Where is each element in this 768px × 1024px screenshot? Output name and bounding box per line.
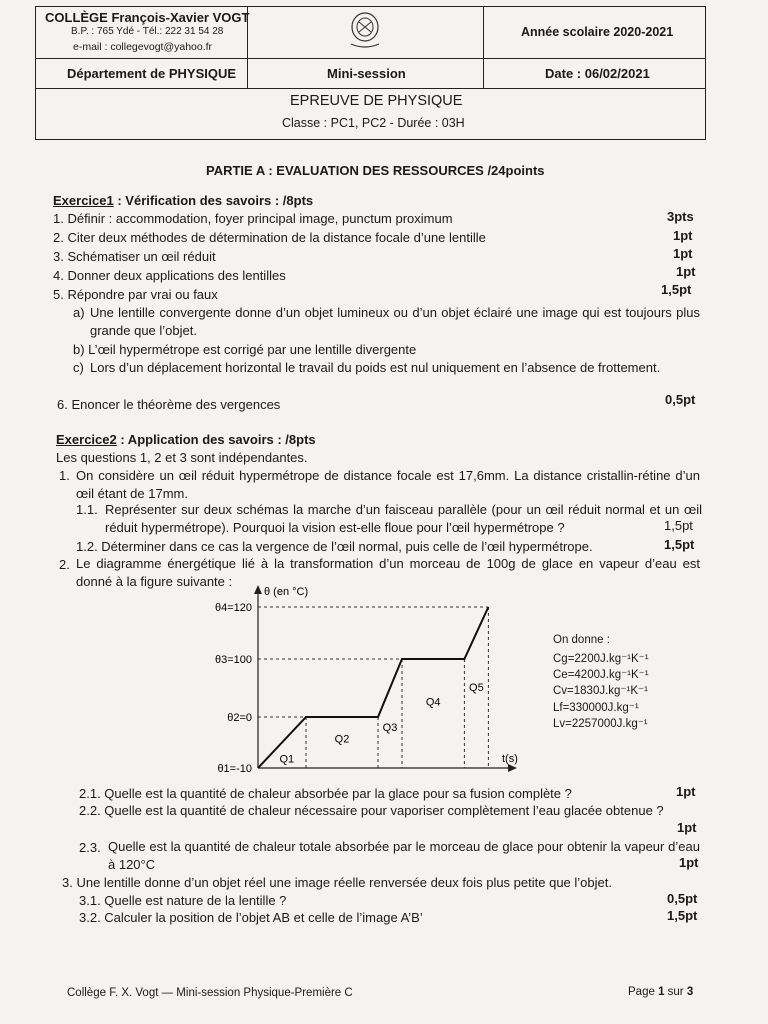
ex2-q11: Représenter sur deux schémas la marche d’un faisceau parallèle (pour un œil réduit normal et un œil réduit hypermétrope). Pourquoi la vision est-elle floue pour l’œil hypermétrope ? — [105, 502, 702, 535]
header-divider-1 — [35, 58, 706, 59]
segment-label: Q2 — [334, 733, 350, 746]
ex2-q31: 3.1. Quelle est nature de la lentille ? — [79, 893, 287, 908]
exercise1-label: Exercice1 — [53, 193, 114, 208]
footer-page-prefix: Page — [628, 986, 659, 998]
segment-label: Q4 — [425, 696, 441, 709]
y-tick-label: θ3=100 — [214, 654, 252, 666]
temperature-curve — [258, 607, 488, 768]
ex2-q2: Le diagramme énergétique lié à la transformation d’un morceau de 100g de glace en vapeur d’eau est donné à la figure suivante : — [76, 556, 700, 589]
ex2-q22-points: 1pt — [677, 820, 697, 835]
exam-title: EPREUVE DE PHYSIQUE — [290, 93, 463, 109]
session-label: Mini-session — [327, 66, 406, 81]
ex2-q32-points: 1,5pt — [667, 908, 698, 923]
ex1-q5c-label: c) — [73, 360, 84, 375]
ex1-q5b: b) L’œil hypermétrope est corrigé par une lentille divergente — [73, 342, 417, 357]
ex2-q1: On considère un œil réduit hypermétrope de distance focale est 17,6mm. La distance cristallin-rétine d’un œil étant de 17mm. — [76, 468, 700, 501]
header-divider-2 — [35, 88, 706, 89]
ex1-q5a-label: a) — [73, 305, 85, 320]
x-axis-label: t(s) — [502, 753, 518, 765]
ex2-q12: 1.2. Déterminer dans ce cas la vergence de l’œil normal, puis celle de l’œil hypermétrope. — [76, 539, 593, 554]
school-email: e-mail : collegevogt@yahoo.fr — [73, 41, 213, 53]
footer-page — [628, 986, 693, 998]
phase-change-chart — [180, 580, 540, 780]
ex2-q23-points: 1pt — [679, 855, 699, 870]
footer-page-total: 3 — [686, 986, 694, 998]
ex1-q1: 1. Définir : accommodation, foyer principal image, punctum proximum — [53, 211, 453, 226]
school-bp: B.P. : 765 Ydé - Tél.: 222 31 54 28 — [71, 26, 224, 37]
exam-header — [35, 6, 706, 140]
ex1-q5c: Lors d’un déplacement horizontal le travail du poids est nul uniquement en l’absence de frottement. — [90, 360, 661, 375]
ex1-q1-points: 3pts — [667, 209, 694, 224]
exercise1-title: : Vérification des savoirs : /8pts — [113, 193, 314, 208]
header-col-divider-2 — [483, 6, 484, 88]
ex1-q5a: Une lentille convergente donne d’un objet lumineux ou d’un objet éclairé une image qui est toujours plus grande que l’objet. — [90, 305, 700, 338]
footer-left: Collège F. X. Vogt — Mini-session Physique-Première C — [67, 987, 353, 999]
segment-label: Q3 — [382, 722, 398, 734]
ex1-q4: 4. Donner deux applications des lentilles — [53, 268, 286, 283]
footer-page-mid: sur — [664, 986, 687, 998]
given-cg: Cg=2200J.kg⁻¹K⁻¹ — [553, 653, 649, 665]
given-lv: Lv=2257000J.kg⁻¹ — [553, 718, 648, 730]
exercise2-heading — [56, 432, 316, 447]
ex1-q4-points: 1pt — [676, 264, 696, 279]
y-axis-label: θ (en °C) — [264, 586, 309, 598]
given-title: On donne : — [553, 634, 610, 646]
ex2-intro: Les questions 1, 2 et 3 sont indépendantes. — [56, 450, 308, 465]
ex2-q2-label: 2. — [59, 557, 70, 572]
school-year: Année scolaire 2020-2021 — [521, 25, 674, 39]
y-tick-label: θ4=120 — [214, 602, 252, 614]
ex1-q2: 2. Citer deux méthodes de détermination de la distance focale d’une lentille — [53, 230, 486, 245]
ex2-q31-points: 0,5pt — [667, 891, 698, 906]
y-tick-label: θ2=0 — [227, 712, 252, 724]
ex2-q11-points: 1,5pt — [664, 518, 693, 533]
ex2-q21-points: 1pt — [676, 784, 696, 799]
department: Département de PHYSIQUE — [67, 66, 237, 81]
ex1-q6-points: 0,5pt — [665, 392, 696, 407]
y-axis-arrow-icon — [254, 585, 262, 594]
ex2-q22: 2.2. Quelle est la quantité de chaleur nécessaire pour vaporiser complètement l’eau glacée obtenue ? — [79, 803, 664, 818]
ex2-q32: 3.2. Calculer la position de l’objet AB et celle de l’image A’B’ — [79, 910, 423, 925]
y-tick-label: θ1=-10 — [217, 763, 252, 775]
given-ce: Ce=4200J.kg⁻¹K⁻¹ — [553, 669, 649, 681]
ex2-q11-label: 1.1. — [76, 502, 98, 517]
ex1-q3: 3. Schématiser un œil réduit — [53, 249, 216, 264]
given-cv: Cv=1830J.kg⁻¹K⁻¹ — [553, 685, 648, 697]
segment-label: Q1 — [279, 753, 295, 766]
exam-class: Classe : PC1, PC2 - Durée : 03H — [282, 116, 465, 130]
ex1-q2-points: 1pt — [673, 228, 693, 243]
exercise1-heading — [53, 193, 313, 208]
exercise2-label: Exercice2 — [56, 432, 117, 447]
ex2-q23: Quelle est la quantité de chaleur totale absorbée par le morceau de glace pour obtenir la vapeur d’eau à 120°C — [108, 839, 700, 872]
segment-label: Q5 — [469, 682, 484, 694]
ex2-q1-label: 1. — [59, 468, 70, 483]
school-name: COLLÈGE François-Xavier VOGT — [45, 10, 250, 25]
exam-date: Date : 06/02/2021 — [545, 66, 650, 81]
ex1-q3-points: 1pt — [673, 246, 693, 261]
ex1-q5-points: 1,5pt — [661, 282, 692, 297]
ex2-q21: 2.1. Quelle est la quantité de chaleur absorbée par la glace pour sa fusion complète ? — [79, 786, 572, 801]
footer-page-number: 1 — [658, 986, 665, 998]
school-crest-icon — [345, 10, 385, 52]
ex2-q12-points: 1,5pt — [664, 537, 695, 552]
exercise2-title: : Application des savoirs : /8pts — [116, 432, 316, 447]
given-lf: Lf=330000J.kg⁻¹ — [553, 702, 639, 714]
ex2-q23-label: 2.3. — [79, 840, 101, 855]
x-axis-arrow-icon — [508, 764, 517, 772]
ex2-q3: 3. Une lentille donne d’un objet réel une image réelle renversée deux fois plus petite que l’objet. — [62, 875, 612, 890]
part-a-title: PARTIE A : EVALUATION DES RESSOURCES /24points — [206, 163, 545, 178]
ex1-q5: 5. Répondre par vrai ou faux — [53, 287, 218, 302]
ex1-q6: 6. Enoncer le théorème des vergences — [57, 397, 281, 412]
